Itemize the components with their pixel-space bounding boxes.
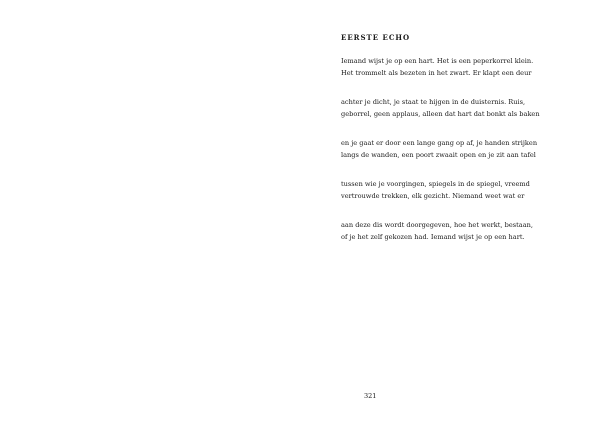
poem-line: vertrouwde trekken, elk gezicht. Niemand weet wat er	[341, 192, 525, 200]
poem-line: en je gaat er door een lange gang op af, je handen strijken	[341, 139, 538, 147]
page-number: 321	[364, 392, 377, 400]
stanza-4	[341, 178, 571, 202]
poem-line: aan deze dis wordt doorgegeven, hoe het werkt, bestaan,	[341, 221, 533, 229]
stanza-5	[341, 219, 571, 243]
poem-line: geborrel, geen applaus, alleen dat hart dat bonkt als baken	[341, 110, 540, 118]
poem-line: Iemand wijst je op een hart. Het is een peperkorrel klein.	[341, 57, 534, 65]
poem-title: EERSTE ECHO	[341, 33, 411, 42]
right-page	[300, 0, 600, 432]
stanza-3	[341, 137, 571, 161]
poem-line: langs de wanden, een poort zwaait open en je zit aan tafel	[341, 151, 536, 159]
poem-body	[341, 55, 571, 260]
stanza-2	[341, 96, 571, 120]
stanza-1	[341, 55, 571, 79]
poem-line: tussen wie je voorgingen, spiegels in de spiegel, vreemd	[341, 180, 530, 188]
poem-line: achter je dicht, je staat te hijgen in de duisternis. Ruis,	[341, 98, 526, 106]
poem-line: Het trommelt als bezeten in het zwart. Er klapt een deur	[341, 69, 532, 77]
poem-line: of je het zelf gekozen had. Iemand wijst je op een hart.	[341, 233, 525, 241]
